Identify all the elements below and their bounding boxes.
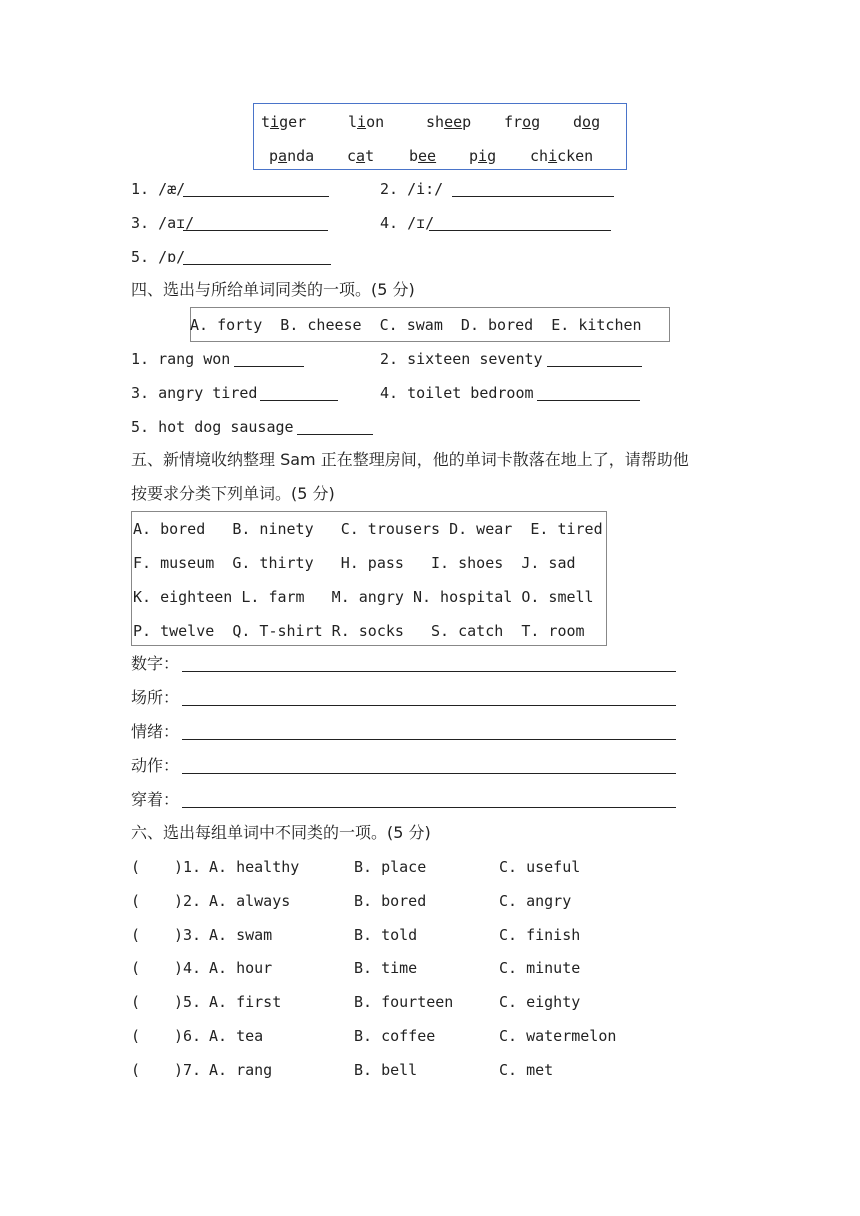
option-b: B. fourteen (354, 993, 454, 1011)
answer-paren[interactable]: ( (131, 1027, 141, 1045)
section-5-word-row: F. museum G. thirty H. pass I. shoes J. sad (133, 554, 576, 572)
phonics-word: chicken (530, 147, 594, 165)
answer-paren[interactable]: ( (131, 959, 141, 977)
option-b: B. time (354, 959, 418, 977)
option-a: A. healthy (209, 858, 300, 876)
answer-paren[interactable]: ( (131, 858, 141, 876)
option-b: B. coffee (354, 1027, 436, 1045)
phonics-word: bee (409, 147, 437, 165)
answer-blank[interactable] (452, 196, 614, 197)
answer-blank[interactable] (297, 434, 373, 435)
category-answer-line[interactable] (182, 739, 676, 740)
category-answer-line[interactable] (182, 773, 676, 774)
section-4-item: 5. hot dog sausage (131, 418, 294, 436)
category-label-places: 场所： (131, 688, 180, 707)
question-number: )3. (174, 926, 202, 944)
phonics-item-label: 5. /ɒ/ (131, 248, 186, 266)
section-5-title-cont: 按要求分类下列单词。(5 分) (131, 484, 335, 503)
category-label-feelings: 情绪： (131, 722, 180, 741)
phonics-item-label: 4. /ɪ/ (380, 214, 435, 232)
option-c: C. eighty (499, 993, 581, 1011)
answer-blank[interactable] (183, 196, 329, 197)
option-c: C. met (499, 1061, 554, 1079)
phonics-word: tiger (261, 113, 307, 131)
answer-blank[interactable] (260, 400, 338, 401)
question-number: )7. (174, 1061, 202, 1079)
phonics-item-label: 3. /aɪ/ (131, 214, 195, 232)
phonics-word: sheep (426, 113, 472, 131)
phonics-word: frog (504, 113, 541, 131)
option-c: C. useful (499, 858, 581, 876)
option-a: A. first (209, 993, 282, 1011)
answer-paren[interactable]: ( (131, 993, 141, 1011)
section-5-word-row: A. bored B. ninety C. trousers D. wear E. tired (133, 520, 603, 538)
option-a: A. hour (209, 959, 273, 977)
answer-blank[interactable] (234, 366, 304, 367)
option-a: A. always (209, 892, 291, 910)
option-a: A. rang (209, 1061, 273, 1079)
question-number: )1. (174, 858, 202, 876)
option-b: B. bored (354, 892, 427, 910)
phonics-word: pig (469, 147, 497, 165)
section-4-item: 3. angry tired (131, 384, 258, 402)
category-answer-line[interactable] (182, 671, 676, 672)
phonics-word: panda (269, 147, 315, 165)
option-c: C. watermelon (499, 1027, 617, 1045)
option-b: B. bell (354, 1061, 418, 1079)
section-4-title: 四、选出与所给单词同类的一项。(5 分) (131, 280, 415, 299)
option-a: A. tea (209, 1027, 264, 1045)
option-b: B. told (354, 926, 418, 944)
question-number: )5. (174, 993, 202, 1011)
option-a: A. swam (209, 926, 273, 944)
option-c: C. minute (499, 959, 581, 977)
section-4-item: 2. sixteen seventy (380, 350, 543, 368)
answer-blank[interactable] (547, 366, 642, 367)
category-answer-line[interactable] (182, 705, 676, 706)
phonics-word: dog (573, 113, 601, 131)
section-6-title: 六、选出每组单词中不同类的一项。(5 分) (131, 823, 431, 842)
phonics-item-label: 2. /i:/ (380, 180, 444, 198)
section-4-item: 4. toilet bedroom (380, 384, 534, 402)
option-b: B. place (354, 858, 427, 876)
answer-blank[interactable] (429, 230, 611, 231)
category-answer-line[interactable] (182, 807, 676, 808)
answer-paren[interactable]: ( (131, 926, 141, 944)
section-5-word-row: P. twelve Q. T-shirt R. socks S. catch T. room (133, 622, 585, 640)
category-label-clothes: 穿着： (131, 790, 180, 809)
question-number: )2. (174, 892, 202, 910)
phonics-word: cat (347, 147, 375, 165)
answer-blank[interactable] (537, 400, 640, 401)
option-c: C. finish (499, 926, 581, 944)
category-label-numbers: 数字： (131, 654, 180, 673)
option-c: C. angry (499, 892, 572, 910)
question-number: )6. (174, 1027, 202, 1045)
phonics-item-label: 1. /æ/ (131, 180, 186, 198)
answer-blank[interactable] (183, 230, 328, 231)
section-5-title: 五、新情境收纳整理 Sam 正在整理房间，他的单词卡散落在地上了，请帮助他 (131, 450, 689, 469)
question-number: )4. (174, 959, 202, 977)
answer-blank[interactable] (183, 264, 331, 265)
answer-paren[interactable]: ( (131, 1061, 141, 1079)
section-5-word-row: K. eighteen L. farm M. angry N. hospital O. smell (133, 588, 594, 606)
category-label-actions: 动作： (131, 756, 180, 775)
answer-paren[interactable]: ( (131, 892, 141, 910)
section-4-options: A. forty B. cheese C. swam D. bored E. kitchen (190, 316, 642, 334)
phonics-word: lion (348, 113, 385, 131)
section-4-item: 1. rang won (131, 350, 231, 368)
